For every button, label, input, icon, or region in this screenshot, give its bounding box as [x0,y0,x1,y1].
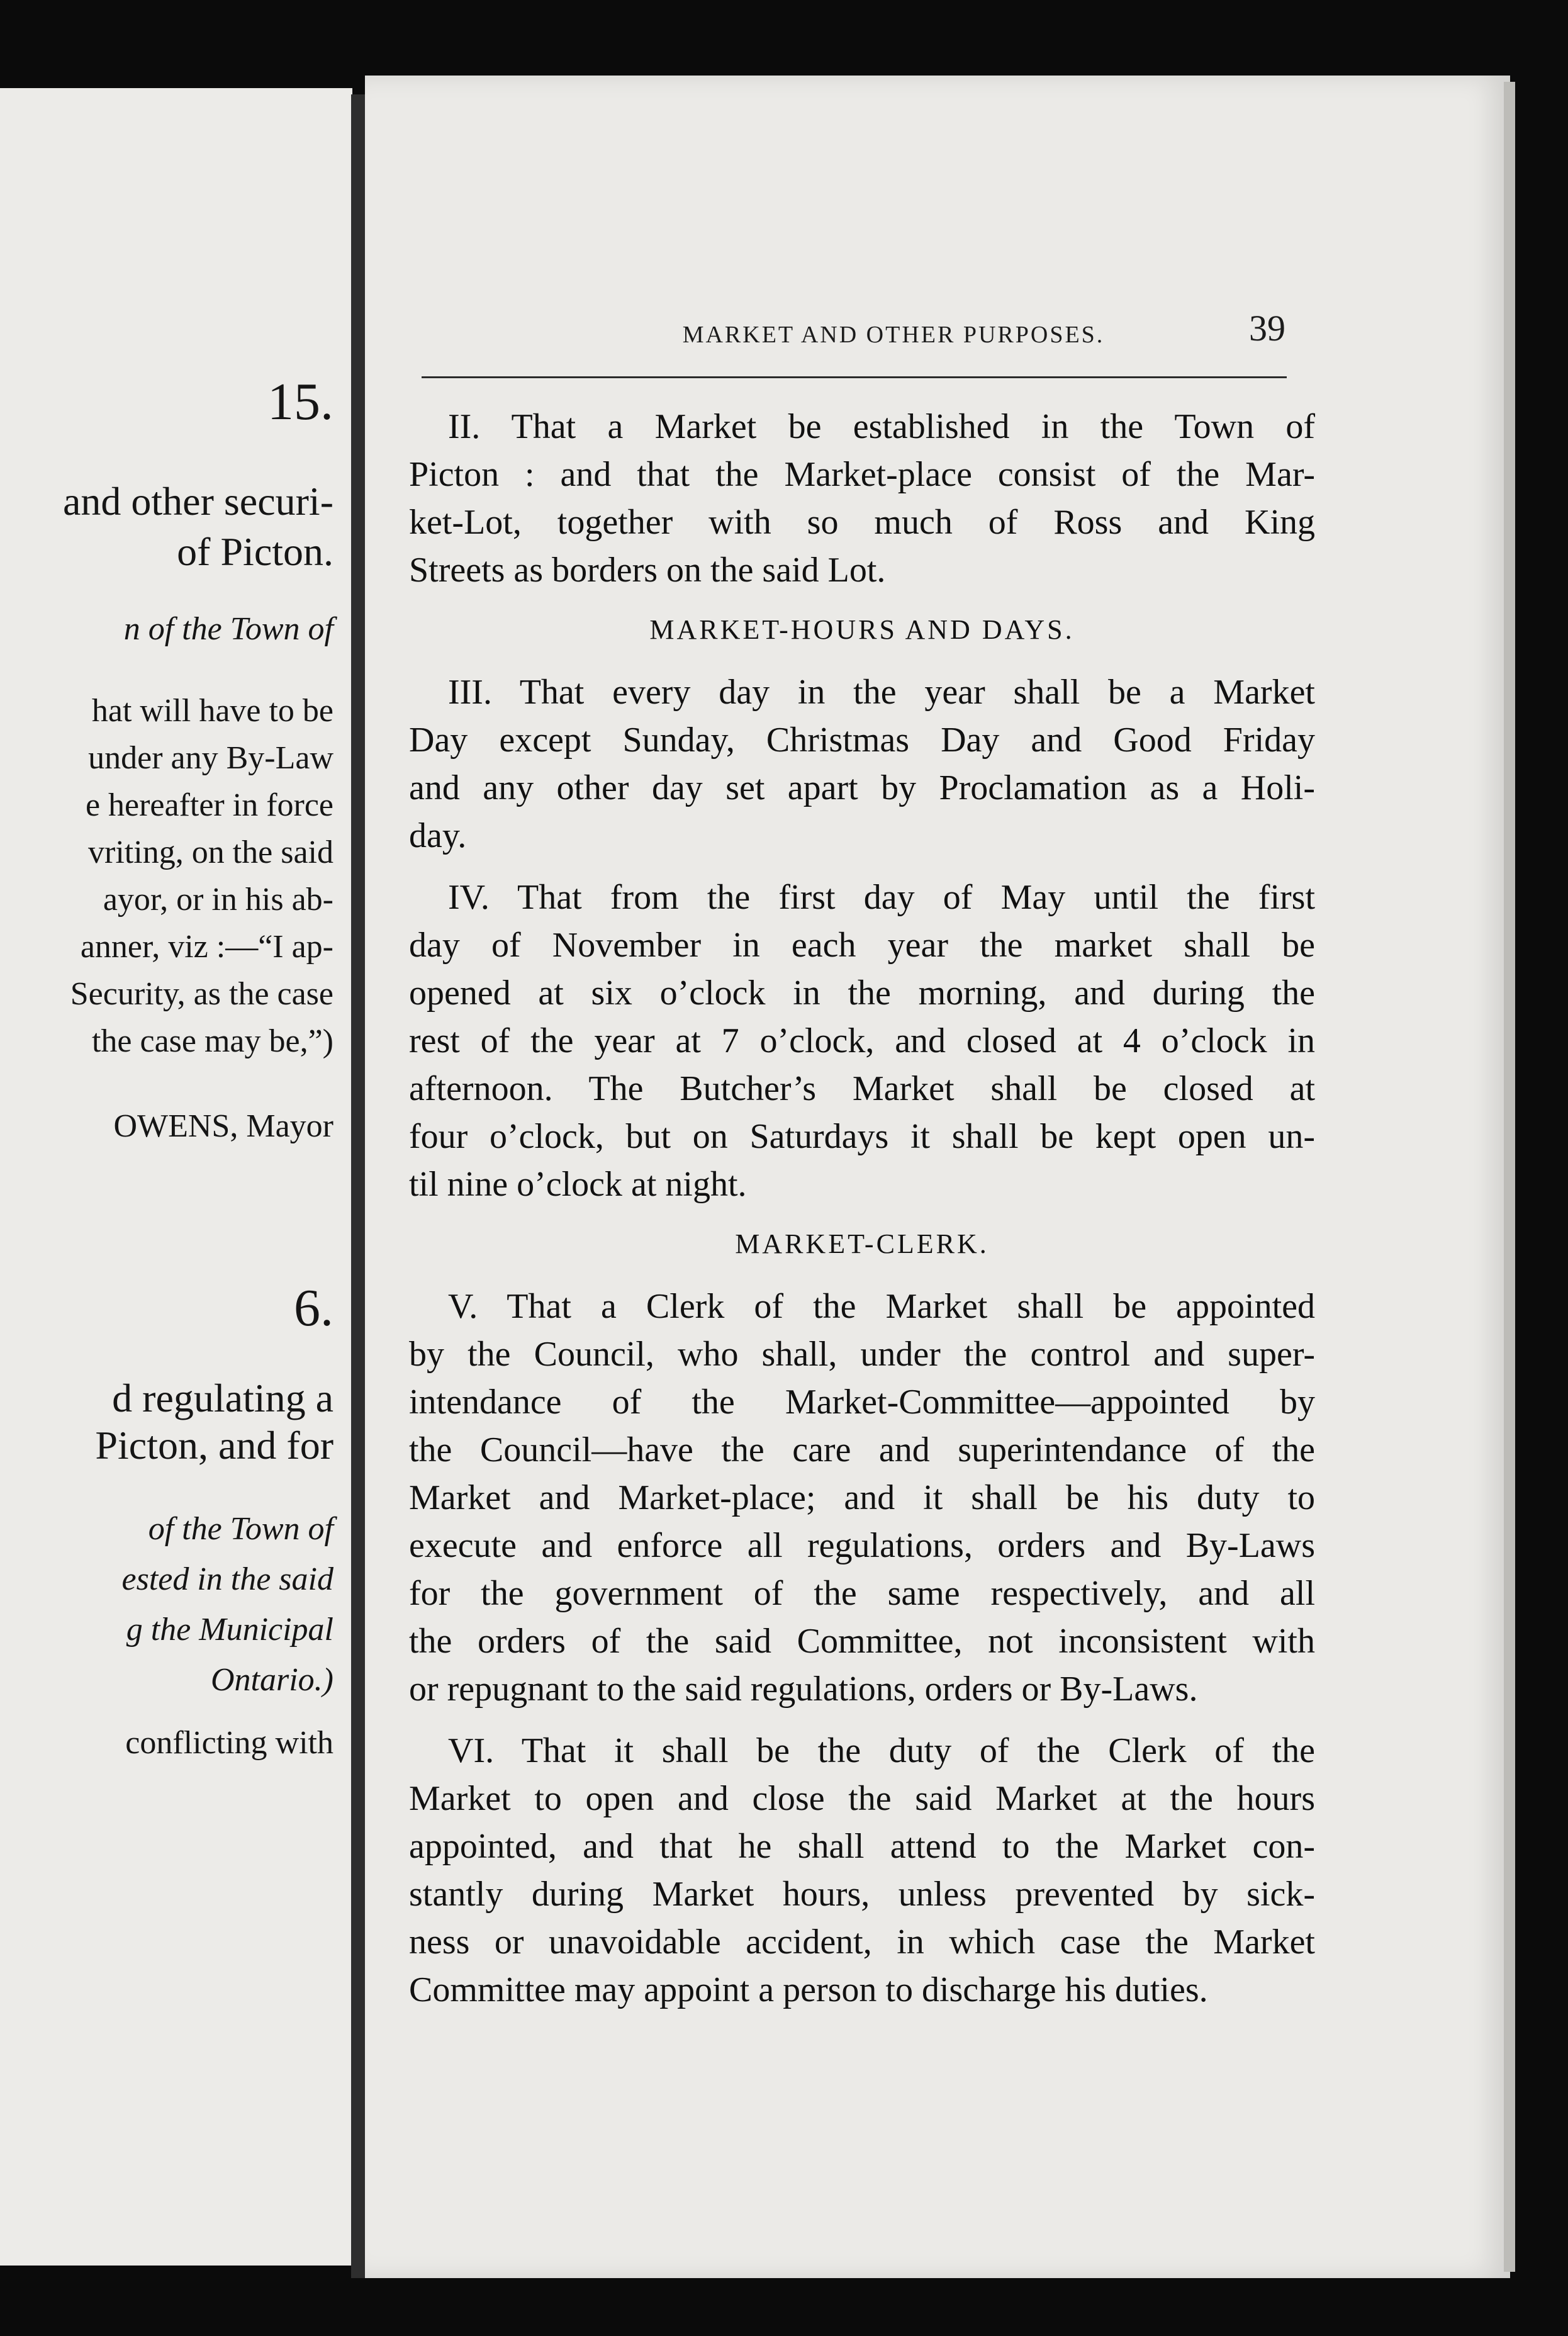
text-line: rest of the year at 7 o’clock, and closed at 4 o’clock in [409,1021,1315,1060]
text-line: opened at six o’clock in the morning, and during the [409,974,1315,1013]
left-page-line: n of the Town of [123,611,333,647]
text-line: til nine o’clock at night. [409,1165,747,1204]
text-line: the Council—have the care and superintendance of the [409,1430,1315,1469]
right-page [365,76,1510,2278]
left-page-line: 6. [294,1279,333,1337]
left-page-line: of the Town of [148,1511,333,1547]
left-page-line: g the Municipal [126,1612,333,1648]
text-line: or repugnant to the said regulations, orders or By-Laws. [409,1670,1198,1709]
text-line: for the government of the same respectively, and all [409,1574,1315,1613]
left-page-line: Security, as the case [70,976,333,1012]
left-page-line: d regulating a [112,1376,333,1420]
left-page [0,88,352,2266]
text-line: day. [409,816,467,855]
text-line: Day except Sunday, Christmas Day and Good Friday [409,721,1315,760]
left-page-line: Picton, and for [95,1423,333,1468]
page-number: 39 [1249,308,1285,349]
left-page-line: vriting, on the said [88,834,333,870]
text-line: appointed, and that he shall attend to the Market con- [409,1827,1315,1866]
left-page-line: conflicting with [125,1725,333,1761]
left-page-line: the case may be,”) [91,1023,333,1059]
text-line: IV. That from the first day of May until the first [448,878,1315,917]
left-page-line: 15. [267,373,333,431]
text-line: by the Council, who shall, under the control and super- [409,1335,1315,1374]
paragraph [409,1283,1315,1713]
text-line: Market to open and close the said Market at the hours [409,1779,1315,1818]
text-line: the orders of the said Committee, not inconsistent with [409,1622,1315,1661]
text-line: VI. That it shall be the duty of the Clerk of the [448,1731,1315,1770]
paragraph [409,1727,1315,2014]
body-text [409,403,1315,2028]
text-line: stantly during Market hours, unless prevented by sick- [409,1875,1315,1914]
text-line: II. That a Market be established in the Town of [448,407,1315,446]
text-line: Picton : and that the Market-place consist of the Mar- [409,455,1315,494]
left-page-line: ested in the said [121,1561,333,1597]
running-head: MARKET AND OTHER PURPOSES. [682,322,1105,348]
text-line: Committee may appoint a person to discharge his duties. [409,1970,1208,2009]
text-line: Market and Market-place; and it shall be his duty to [409,1478,1315,1517]
text-line: execute and enforce all regulations, orders and By-Laws [409,1526,1315,1565]
header-rule [422,376,1287,378]
left-page-line: of Picton. [177,529,333,574]
book-gutter [351,94,366,2278]
text-line: ket-Lot, together with so much of Ross and King [409,503,1315,542]
left-page-line: OWENS, Mayor [113,1108,333,1144]
page-edge [1504,82,1515,2272]
paragraph [409,403,1315,594]
left-page-line: hat will have to be [91,693,333,729]
left-page-line: Ontario.) [211,1662,333,1698]
text-line: ness or unavoidable accident, in which case the Market [409,1923,1315,1962]
paragraph [409,668,1315,860]
left-page-line: e hereafter in force [85,787,333,823]
text-line: Streets as borders on the said Lot. [409,551,886,590]
text-line: afternoon. The Butcher’s Market shall be closed at [409,1069,1315,1108]
text-line: day of November in each year the market shall be [409,926,1315,965]
left-page-line: anner, viz :—“I ap- [80,929,333,965]
left-page-line: under any By-Law [88,740,333,776]
section-heading: MARKET-HOURS AND DAYS. [649,614,1075,645]
paragraph [409,873,1315,1208]
text-line: four o’clock, but on Saturdays it shall be kept open un- [409,1117,1315,1156]
left-page-line: and other securi- [62,479,333,524]
text-line: and any other day set apart by Proclamation as a Holi- [409,768,1315,807]
text-line: III. That every day in the year shall be a Market [448,673,1315,712]
text-line: V. That a Clerk of the Market shall be appointed [448,1287,1315,1326]
text-line: intendance of the Market-Committee—appointed by [409,1383,1315,1422]
section-heading: MARKET-CLERK. [735,1228,989,1259]
left-page-line: ayor, or in his ab- [103,882,333,918]
